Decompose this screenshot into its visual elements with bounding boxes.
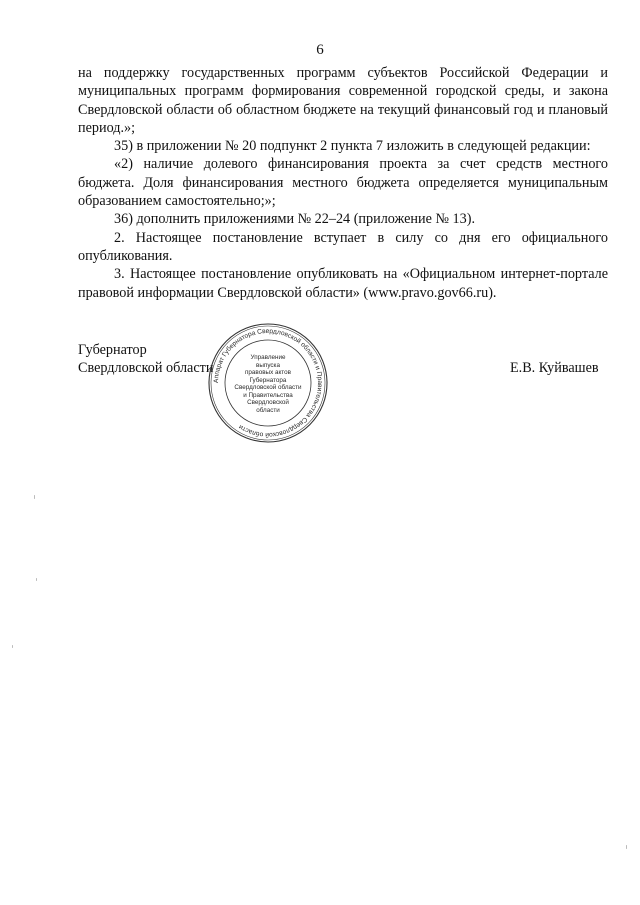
- stamp-ring-text: Аппарат Губернатора Свердловской области и Правительства Свердловской области: [212, 327, 324, 439]
- paragraph-item-36: 36) дополнить приложениями № 22–24 (приложение № 13).: [114, 211, 475, 228]
- stamp-line: Свердловской: [247, 399, 289, 406]
- paragraph-continuation: на поддержку государственных программ субъектов Российской Федерации и муниципальных программ формирования современной городской среды, и закона Свердловской области об областном бюджете на текущий финансовый год и плановый период.»;: [78, 65, 608, 136]
- scan-speck: [12, 645, 13, 648]
- stamp-line: Губернатора: [249, 376, 287, 384]
- stamp-line: и Правительства: [243, 391, 293, 399]
- signatory-position-line1: Губернатор: [78, 342, 147, 358]
- stamp-line: Управление: [250, 354, 286, 361]
- scan-speck: [626, 845, 627, 849]
- paragraph-clause-3: 3. Настоящее постановление опубликовать на «Официальном интернет-портале правовой информации Свердловской области» (www.pravo.gov66.ru).: [78, 266, 608, 301]
- paragraph-quote-item-2: «2) наличие долевого финансирования проекта за счет средств местного бюджета. Доля финансирования местного бюджета определяется муниципальным образованием самостоятельно;»;: [78, 156, 608, 210]
- document-body: [78, 64, 608, 302]
- paragraph-clause-2: 2. Настоящее постановление вступает в силу со дня его официального опубликования.: [78, 229, 608, 264]
- stamp-inner-text: [227, 354, 309, 414]
- signatory-position: [78, 341, 213, 378]
- signatory-name: Е.В. Куйвашев: [510, 360, 599, 376]
- stamp-line: области: [256, 406, 280, 414]
- stamp-line: Свердловской области: [234, 384, 302, 391]
- stamp-line: правовых актов: [245, 369, 291, 376]
- scan-speck: [34, 495, 35, 499]
- paragraph-item-35: 35) в приложении № 20 подпункт 2 пункта 7 изложить в следующей редакции:: [114, 138, 591, 155]
- stamp-line: выпуска: [256, 361, 280, 369]
- scan-speck: [36, 578, 37, 581]
- page-number: 6: [316, 42, 324, 58]
- signatory-position-line2: Свердловской области: [78, 360, 214, 377]
